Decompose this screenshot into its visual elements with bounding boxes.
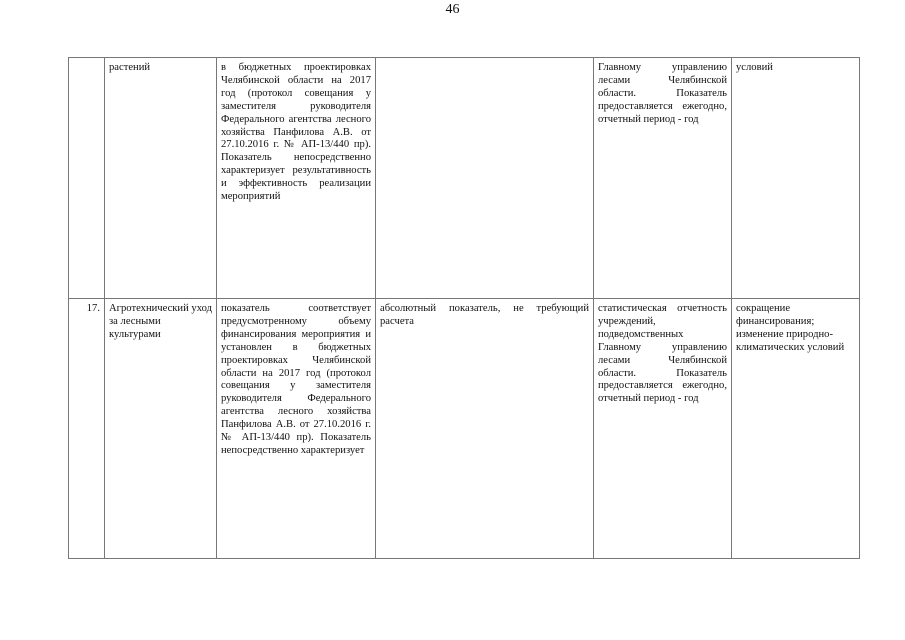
row-number-cell: 17.: [69, 299, 105, 559]
calculation-method-cell: [376, 58, 594, 299]
indicator-basis-cell: показатель соответствует предусмотренному объему финансирования мероприятия и установлен в бюджетных проектировках Челябинской области на 2017 год (протокол совещания у заместителя руководителя Федерального агентства лесного хозяйства Панфилова А.В. от 27.10.2016 г. № АП-13/440 пр). Показатель непосредственно характеризует: [217, 299, 376, 559]
table-row: [69, 58, 860, 299]
data-source-cell: Главному управлению лесами Челябинской области. Показатель предоставляется ежегодно, отчетный период - год: [594, 58, 732, 299]
indicator-name-cell: растений: [105, 58, 217, 299]
risk-factors-cell: условий: [732, 58, 860, 299]
indicator-basis-cell: в бюджетных проектировках Челябинской области на 2017 год (протокол совещания у заместителя руководителя Федерального агентства лесного хозяйства Панфилова А.В. от 27.10.2016 г. № АП-13/440 пр). Показатель непосредственно характеризует результативность и эффективность реализации мероприятий: [217, 58, 376, 299]
table-row: [69, 299, 860, 559]
risk-factors-cell: сокращение финансирования; изменение природно-климатических условий: [732, 299, 860, 559]
page-number: 46: [445, 2, 460, 17]
data-source-cell: статистическая отчетность учреждений, подведомственных Главному управлению лесами Челябинской области. Показатель предоставляется ежегодно, отчетный период - год: [594, 299, 732, 559]
indicator-name-cell: Агротехнический уход за лесными культурами: [105, 299, 217, 559]
calculation-method-cell: абсолютный показатель, не требующий расчета: [376, 299, 594, 559]
indicator-table: [68, 57, 860, 559]
row-number-cell: [69, 58, 105, 299]
